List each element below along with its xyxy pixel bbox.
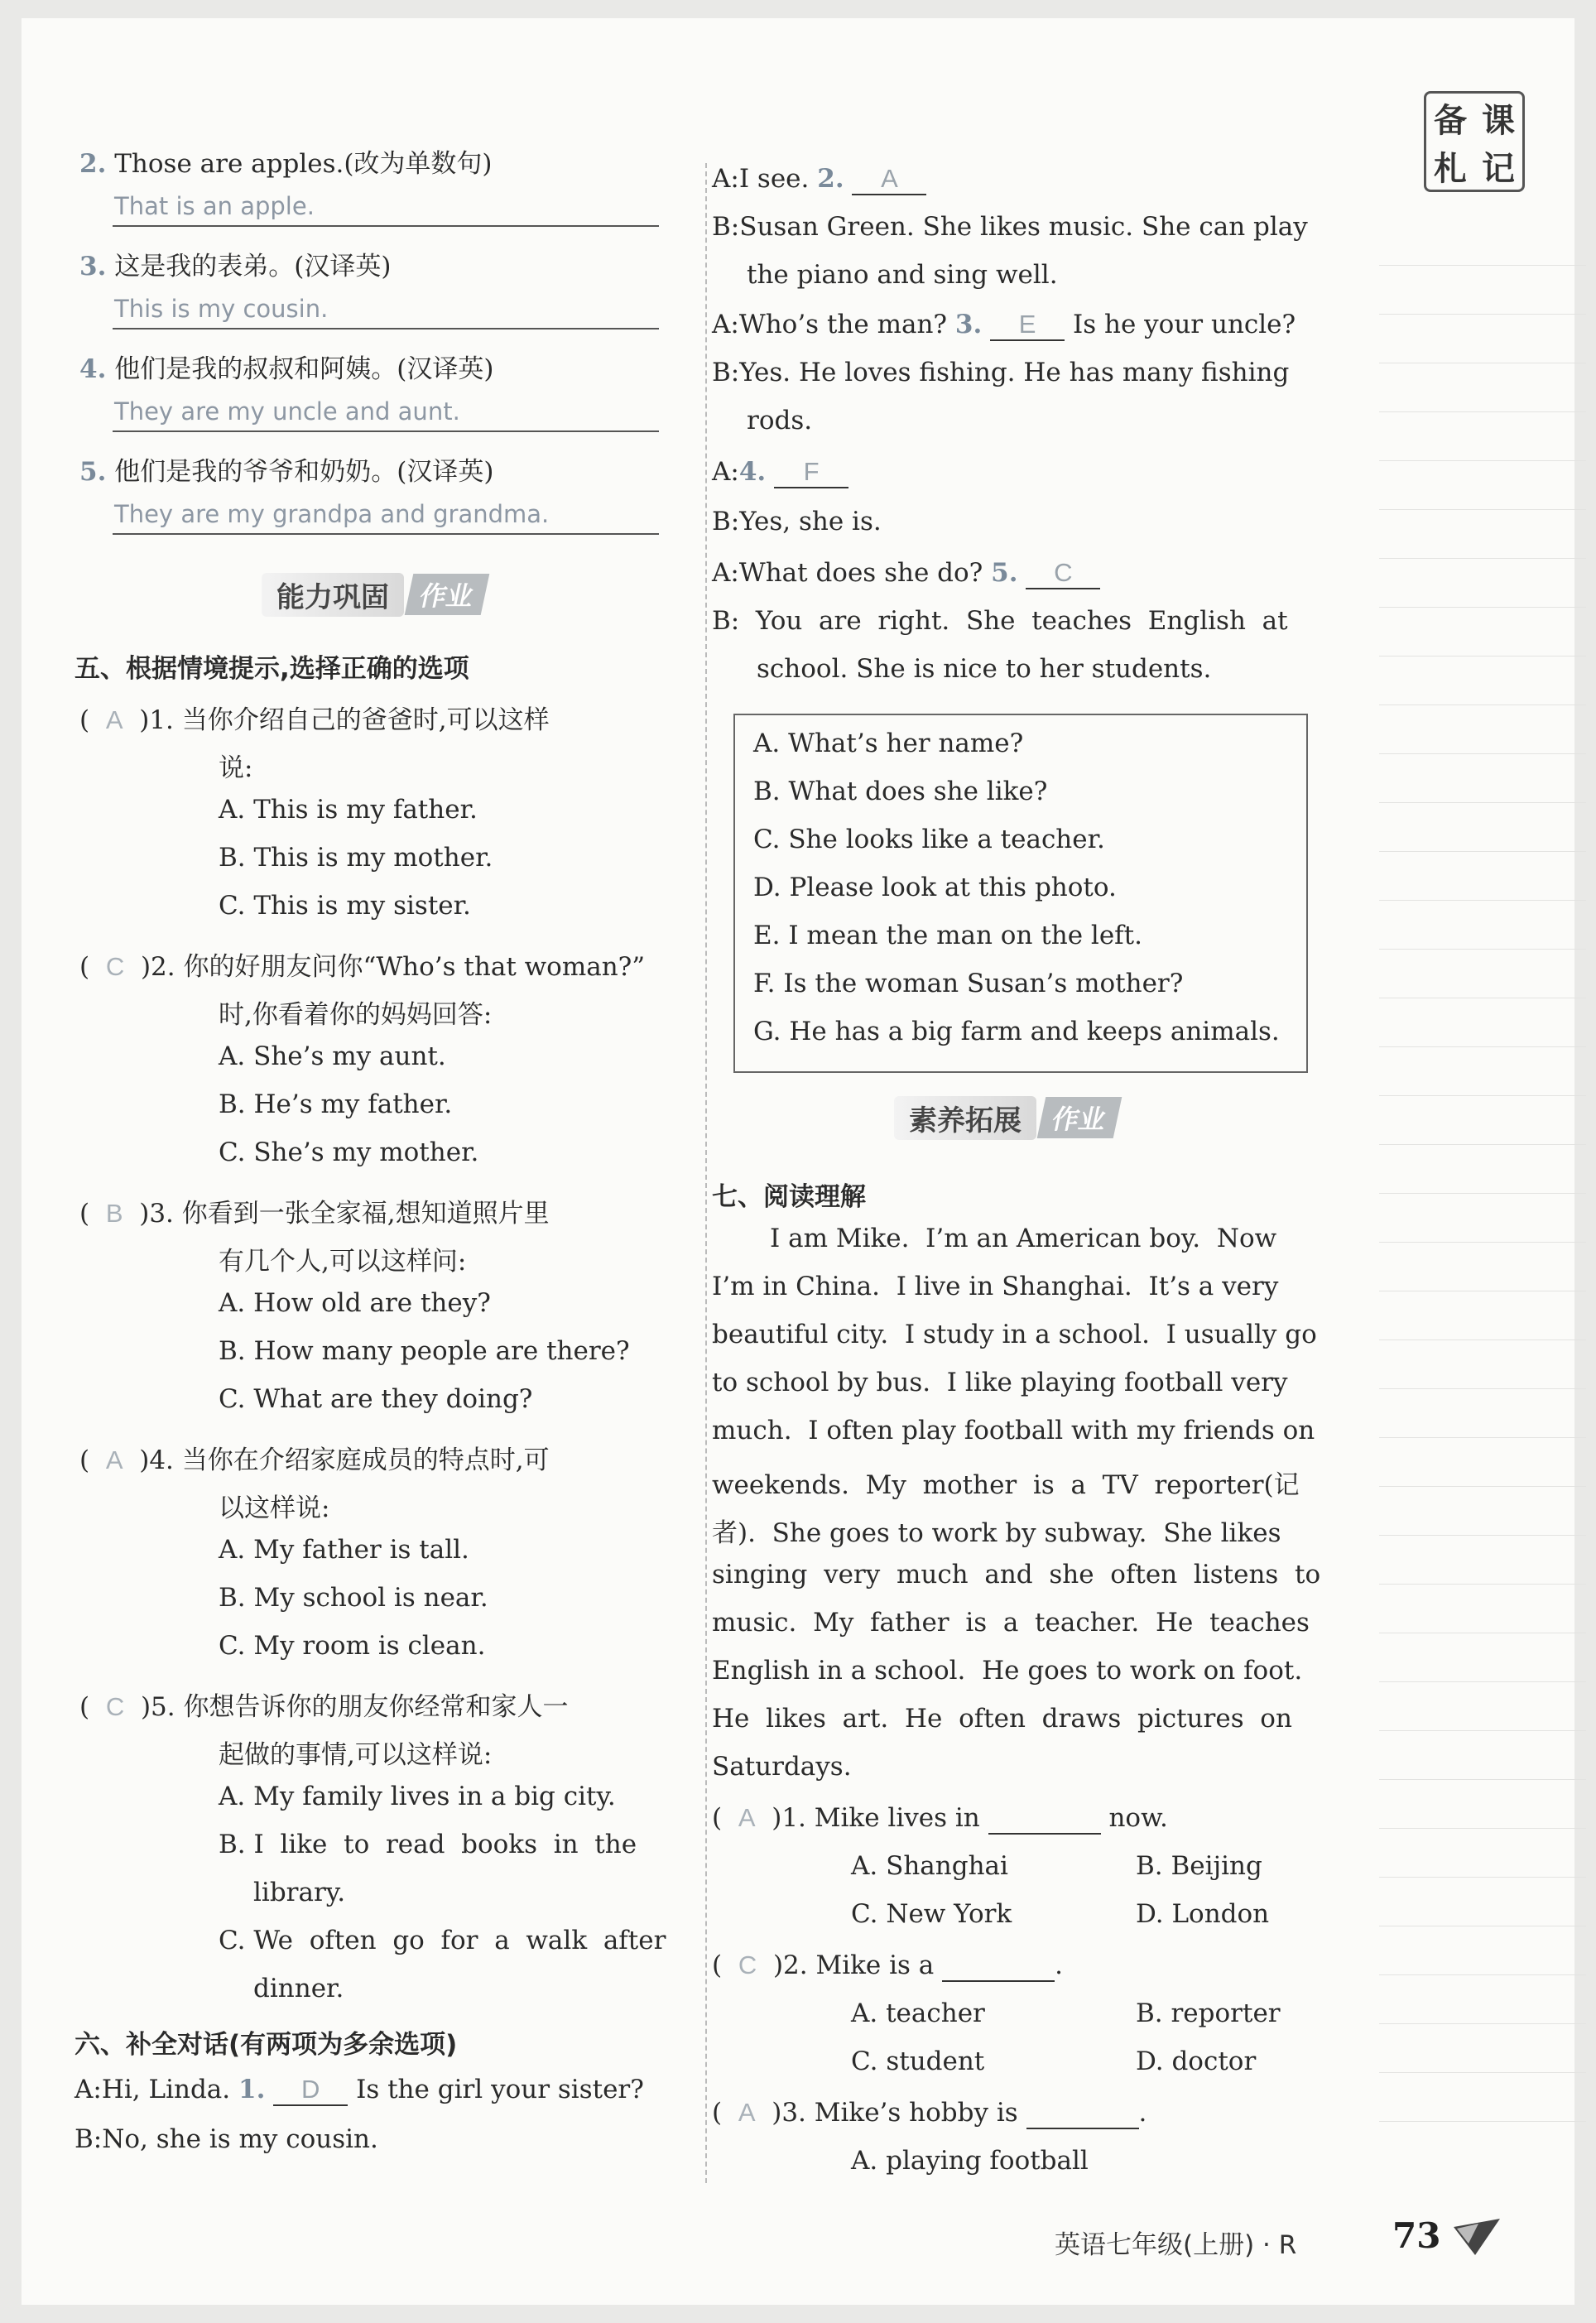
stamp-char: 札 <box>1434 149 1467 188</box>
passage-line: He likes art. He often draws pictures on <box>712 1704 1292 1734</box>
question-3: 3. 这是我的表弟。(汉译英) <box>79 252 392 281</box>
option: C. What are they doing? <box>219 1384 533 1414</box>
answer-2: That is an apple. <box>114 192 315 220</box>
passage-line: to school by bus. I like playing football very <box>712 1368 1288 1397</box>
passage-line: music. My father is a teacher. He teaches <box>712 1608 1310 1638</box>
answer-3: This is my cousin. <box>114 295 329 323</box>
option: B. My school is near. <box>219 1583 488 1613</box>
section-5-title: 五、根据情境提示,选择正确的选项 <box>75 654 469 684</box>
dialogue-line-4: B:Susan Green. She likes music. She can play <box>712 212 1308 242</box>
dialogue-line-2: B:No, she is my cousin. <box>75 2124 378 2154</box>
dialogue-option: D. Please look at this photo. <box>753 873 1117 902</box>
dialogue-line-10: B: You are right. She teaches English at <box>712 606 1288 636</box>
mc-item-5: ( C )5. 你想告诉你的朋友你经常和家人一 <box>79 1692 569 1722</box>
dialogue-option: C. She looks like a teacher. <box>753 825 1105 854</box>
option: B. How many people are there? <box>219 1336 630 1366</box>
option: C. My room is clean. <box>219 1631 486 1661</box>
option: C. She’s my mother. <box>219 1137 479 1167</box>
dialogue-line-6: B:Yes. He loves fishing. He has many fishing <box>712 358 1290 387</box>
dialogue-option: E. I mean the man on the left. <box>753 921 1142 950</box>
option: A. playing football <box>851 2146 1089 2176</box>
passage-line: 者). She goes to work by subway. She likes <box>712 1518 1281 1548</box>
section-7-title: 七、阅读理解 <box>712 1182 866 1212</box>
stamp-char: 备 <box>1434 101 1467 140</box>
option: D. London <box>1136 1899 1270 1929</box>
workbook-page: 备 课 札 记 2. Those are apples.(改为单数句) That is an apple. 3. 这是我的表弟。(汉译英) This is my cousin. 4. 他们是我的叔叔和阿姨。(汉译英) They are my uncle and aunt. 5. 他们是我的爷爷和奶奶。(汉译英) They are my grandpa and grandma. 能力巩固 作业 五、根据情境提示,选择正确的选项 ( A )1. 当你介绍自己的爸爸时,可以这样 说: A. This is my father. B. This is my mother. C. This is my sister. ( C )2. 你的好朋友问你“Who’s that woman?” 时,你看着你的妈妈回答: A. She’s my aunt. B. He’s my father. C. She’s my mother. ( B )3. 你看到一张全家福,想知道照片里 有几个人,可以这样问: A. How old are they? B. How many people are there? C. What are they doing? ( A )4. 当你在介绍家庭成员的特点时,可 以这样说: A. My father is tall. B. My school is near. C. My room is clean. ( C )5. 你想告诉你的朋友你经常和家人一 起做的事情,可以这样说: A. My family lives in a big city. B. I like to read books in the library. C. We often go for a walk after dinner. 六、补全对话(有两项为多余选项) A:Hi, Linda. 1. D Is the girl your sister? B:No, she is my cousin. A:I see. 2. A B:Susan Green. She likes music. She can play the piano and sing well. A:Who’s the man? 3. E Is he your uncle? B:Yes. He loves fishing. He has many fishing rods. A:4. F B:Yes, she is. A:What does she do? 5. C B: You are right. She teaches English at school. She is nice to her students. A. What’s her name? B. What does she like? C. She looks like a teacher. D. Please look at this photo. E. I mean the man on the left. F. Is the woman Susan’s mother? G. He has a big farm and keeps animals. 素养拓展 作业 七、阅读理解 I am Mike. I’m an American boy. Now I’m in China. I live in Shanghai. It’s a very beautiful city. I study in a school. I usually go to school by bus. I like playing football very much. I often play football with my friends on weekends. My mother is a TV reporter(记 者). She goes to work by subway. She likes singing very much and she often listens to music. My father is a teacher. He teaches English in a school. He goes to work on foot. He likes art. He often draws pictures on Saturdays. ( A )1. Mike lives in now. A. Shanghai B. Beijing C. New York D. London ( C )2. Mike is a . A. teacher B. reporter C. student D. doctor ( A )3. Mike’s hobby is . A. playing football 英语七年级(上册) · R 73 <box>22 18 1574 2305</box>
dialogue-options-box <box>733 714 1308 1073</box>
mc-item-4: ( A )4. 当你在介绍家庭成员的特点时,可 <box>79 1445 550 1475</box>
section-6-title: 六、补全对话(有两项为多余选项) <box>75 2030 458 2060</box>
passage-line: weekends. My mother is a TV reporter(记 <box>712 1470 1300 1500</box>
option: A. How old are they? <box>219 1288 491 1318</box>
dialogue-option: G. He has a big farm and keeps animals. <box>753 1017 1280 1046</box>
margin-note-lines <box>1379 217 1586 2122</box>
option: C. This is my sister. <box>219 891 471 921</box>
reading-question-2: ( C )2. Mike is a . <box>712 1950 1063 1980</box>
mc-item-2: ( C )2. 你的好朋友问你“Who’s that woman?” <box>79 952 646 982</box>
question-4: 4. 他们是我的叔叔和阿姨。(汉译英) <box>79 354 494 384</box>
book-title-footer: 英语七年级(上册) · R <box>1055 2230 1297 2260</box>
stamp-char: 记 <box>1482 149 1515 188</box>
dialogue-option: F. Is the woman Susan’s mother? <box>753 969 1184 998</box>
column-divider <box>705 163 707 2183</box>
option: D. doctor <box>1136 2046 1257 2076</box>
option: B. This is my mother. <box>219 843 493 873</box>
page-number: 73 <box>1392 2215 1441 2256</box>
dialogue-line-7: A:4. F <box>712 457 848 488</box>
option: B. He’s my father. <box>219 1089 453 1119</box>
passage-line: much. I often play football with my friends on <box>712 1416 1315 1445</box>
question-5: 5. 他们是我的爷爷和奶奶。(汉译英) <box>79 457 494 487</box>
passage-line: I’m in China. I live in Shanghai. It’s a very <box>712 1272 1279 1301</box>
dialogue-option: B. What does she like? <box>753 777 1048 806</box>
section-banner-ability: 能力巩固 作业 <box>262 573 485 616</box>
mc-item-1: ( A )1. 当你介绍自己的爸爸时,可以这样 <box>79 705 550 735</box>
option: B. Beijing <box>1136 1851 1262 1881</box>
dialogue-line-1: A:Hi, Linda. 1. D Is the girl your sister? <box>75 2075 644 2104</box>
option: A. She’s my aunt. <box>219 1041 446 1071</box>
corner-arrow-icon <box>1450 2214 1505 2260</box>
option: B. I like to read books in the <box>219 1830 637 1859</box>
passage-line: singing very much and she often listens to <box>712 1560 1321 1590</box>
reading-question-3: ( A )3. Mike’s hobby is . <box>712 2098 1147 2128</box>
dialogue-option: A. What’s her name? <box>753 729 1024 758</box>
mc-item-3: ( B )3. 你看到一张全家福,想知道照片里 <box>79 1199 550 1229</box>
answer-4: They are my uncle and aunt. <box>114 397 460 426</box>
dialogue-line-9: A:What does she do? 5. C <box>712 558 1100 589</box>
dialogue-line-8: B:Yes, she is. <box>712 507 882 536</box>
option: A. teacher <box>851 1998 985 2028</box>
option: A. My father is tall. <box>219 1535 469 1565</box>
stamp-char: 课 <box>1482 101 1515 140</box>
option: A. Shanghai <box>851 1851 1008 1881</box>
lesson-notes-stamp <box>1424 91 1525 192</box>
dialogue-line-5: A:Who’s the man? 3. E Is he your uncle? <box>712 310 1296 339</box>
dialogue-line-3: A:I see. 2. A <box>712 164 926 195</box>
option: C. New York <box>851 1899 1012 1929</box>
option: A. My family lives in a big city. <box>219 1782 616 1811</box>
option: dinner. <box>253 1974 344 2003</box>
passage-line: beautiful city. I study in a school. I usually go <box>712 1320 1317 1349</box>
passage-line: Saturdays. <box>712 1752 852 1782</box>
passage-line: I am Mike. I’m an American boy. Now <box>770 1224 1277 1253</box>
option: B. reporter <box>1136 1998 1281 2028</box>
answer-5: They are my grandpa and grandma. <box>114 500 550 528</box>
reading-question-1: ( A )1. Mike lives in now. <box>712 1803 1168 1833</box>
option: C. student <box>851 2046 985 2076</box>
option: C. We often go for a walk after <box>219 1926 666 1955</box>
option: A. This is my father. <box>219 795 478 825</box>
section-banner-literacy: 素养拓展 作业 <box>894 1096 1118 1139</box>
passage-line: English in a school. He goes to work on foot. <box>712 1656 1303 1686</box>
question-2: 2. Those are apples.(改为单数句) <box>79 149 493 179</box>
option: library. <box>253 1878 346 1907</box>
